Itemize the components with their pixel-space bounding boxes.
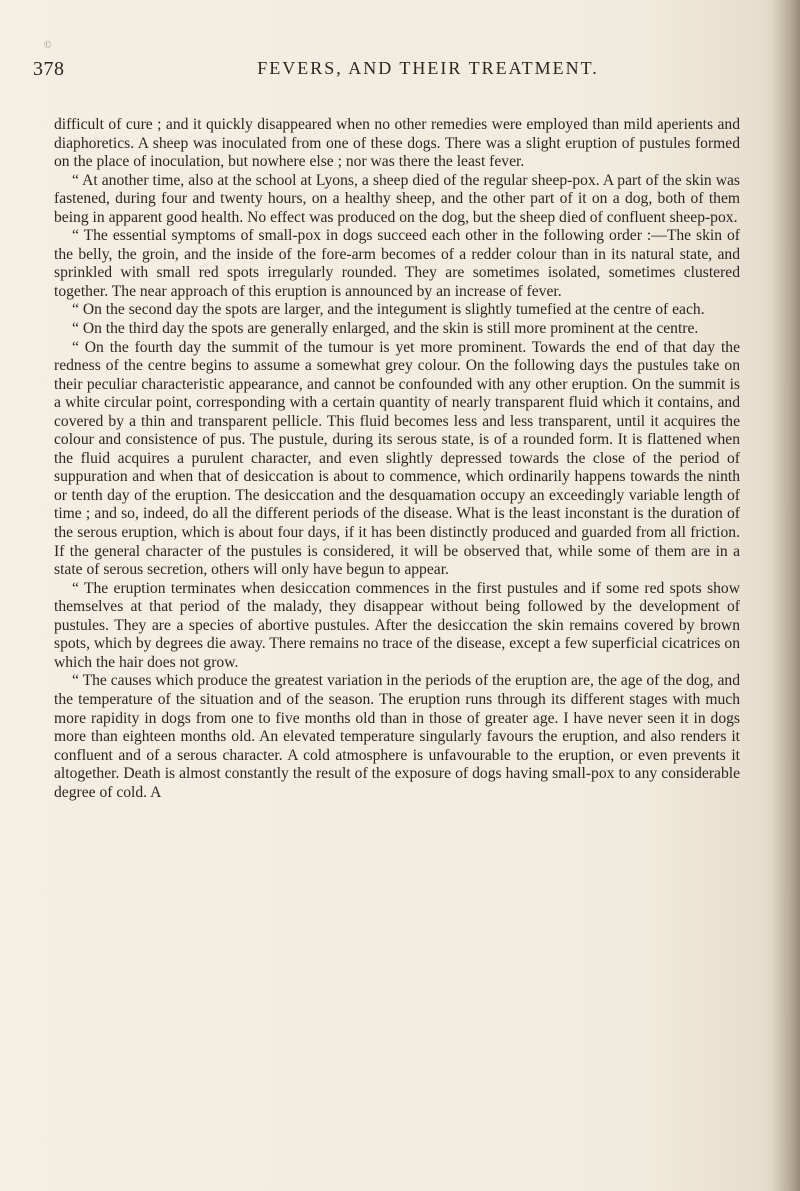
running-head: [33, 58, 763, 88]
paragraph: “ On the second day the spots are larger, and the integument is slightly tumefied at the centre of each.: [72, 301, 705, 319]
paragraph: “ The essential symptoms of small-pox in dogs succeed each other in the following order :—The skin of the belly, the groin, and the inside of the fore-arm becomes of a redder colour than in its natural state, and sprinkled with small red spots irregularly rounded. They are sometimes isolated, sometimes clustered together. The near approach of this eruption is announced by an increase of fever.: [54, 227, 740, 300]
page-edge-shadow: [772, 0, 800, 1191]
paragraph: “ The causes which produce the greatest variation in the periods of the eruption are, the age of the dog, and the temperature of the situation and of the season. The eruption runs through its different stages with much more rapidity in dogs from one to five months old than in those of greater age. I have never seen it in dogs more than eighteen months old. An elevated temperature singularly favours the eruption, and also renders it confluent and of a serous character. A cold atmosphere is unfavourable to the eruption, or even prevents it altogether. Death is almost constantly the result of the exposure of dogs having small-pox to any considerable degree of cold. A: [54, 672, 740, 801]
paragraph: difficult of cure ; and it quickly disappeared when no other remedies were employed than mild aperients and diaphoretics. A sheep was inoculated from one of these dogs. There was a slight eruption of pustules formed on the place of inoculation, but nowhere else ; nor was there the least fever.: [54, 116, 740, 171]
body-text: [54, 116, 740, 802]
paragraph: “ On the fourth day the summit of the tumour is yet more prominent. Towards the end of that day the redness of the centre begins to assume a somewhat grey colour. On the following days the pustules take on their peculiar characteristic appearance, and cannot be confounded with any other eruption. On the summit is a white circular point, corresponding with a certain quantity of nearly transparent fluid which it contains, and covered by a thin and transparent pellicle. This fluid becomes less and less transparent, until it acquires the colour and consistence of pus. The pustule, during its serous state, is of a rounded form. It is flattened when the fluid acquires a purulent character, and even slightly depressed towards the close of the period of suppuration and when that of desiccation is about to commence, which ordinarily happens towards the ninth or tenth day of the eruption. The desiccation and the desquamation occupy an exceedingly variable length of time ; and so, indeed, do all the different periods of the disease. What is the least inconstant is the duration of the serous eruption, which is about four days, if it has been distinctly produced and guarded from all friction. If the general character of the pustules is considered, it will be observed that, while some of them are in a state of serous secretion, others will only have begun to appear.: [54, 338, 740, 579]
page-mark: ©: [44, 40, 52, 51]
running-title: FEVERS, AND THEIR TREATMENT.: [257, 58, 599, 78]
paragraph: “ At another time, also at the school at Lyons, a sheep died of the regular sheep-pox. A part of the skin was fastened, during four and twenty hours, on a healthy sheep, and the other part of it on a dog, both of them being in apparent good health. No effect was produced on the dog, but the sheep died of confluent sheep-pox.: [54, 171, 740, 226]
paragraph: “ On the third day the spots are generally enlarged, and the skin is still more prominent at the centre.: [72, 320, 699, 338]
paragraph: “ The eruption terminates when desiccation commences in the first pustules and if some red spots show themselves at that period of the malady, they disappear without being followed by the development of pustules. They are a species of abortive pustules. After the desiccation the skin remains covered by brown spots, which by degrees die away. There remains no trace of the disease, except a few superficial cicatrices on which the hair does not grow.: [54, 579, 740, 671]
page-number: 378: [33, 58, 65, 80]
